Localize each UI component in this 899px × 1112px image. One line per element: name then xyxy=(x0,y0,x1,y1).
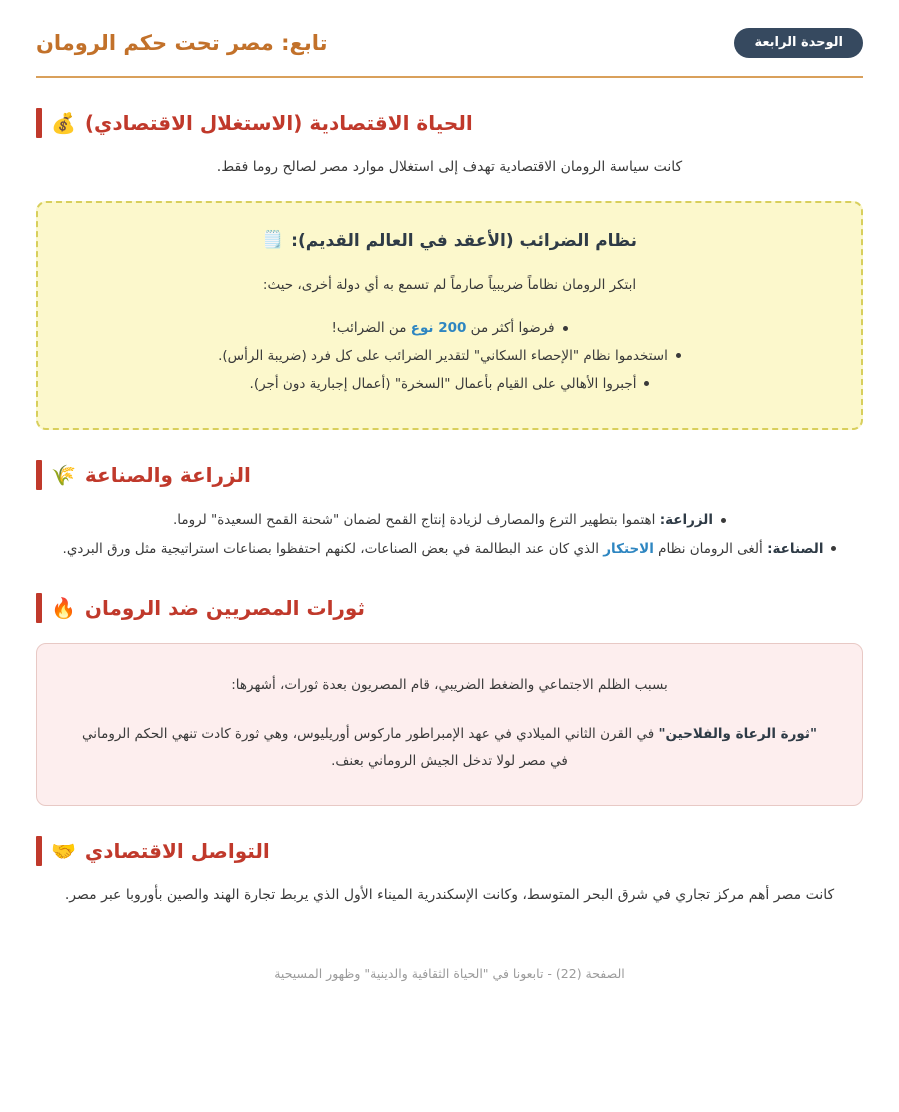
revolutions-lead: بسبب الظلم الاجتماعي والضغط الضريبي، قام المصريون بعدة ثورات، أشهرها: xyxy=(231,676,668,693)
section-accent-bar xyxy=(36,108,42,138)
economic-communication-paragraph: كانت مصر أهم مركز تجاري في شرق البحر المتوسط، وكانت الإسكندرية الميناء الأول الذي يربط تجارة الهند والصين بأوروبا عبر مصر. xyxy=(64,886,835,903)
tax-callout-lead: ابتكر الرومان نظاماً ضريبياً صارماً لم تسمع به أي دولة أخرى، حيث: xyxy=(262,276,637,293)
bullet-icon xyxy=(644,381,649,386)
list-item xyxy=(36,506,863,534)
item-text-post: من الضرائب! xyxy=(331,320,411,337)
section-economic-life xyxy=(36,108,863,430)
notepad-icon: 🗒️ xyxy=(262,230,284,251)
item-label: الزراعة: xyxy=(659,512,714,529)
wheat-icon: 🌾 xyxy=(51,463,76,488)
list-item xyxy=(72,315,827,343)
page-header xyxy=(0,0,899,70)
bullet-icon xyxy=(721,518,726,523)
section-accent-bar xyxy=(36,836,42,866)
item-text-pre: استخدموا نظام "الإحصاء السكاني" لتقدير الضرائب على كل فرد (ضريبة الرأس). xyxy=(218,347,668,364)
agriculture-industry-list xyxy=(36,506,863,563)
revolution-name: "ثورة الرعاة والفلاحين" xyxy=(658,725,817,742)
bullet-icon xyxy=(831,546,836,551)
tax-callout-title: نظام الضرائب (الأعقد في العالم القديم): xyxy=(291,230,637,251)
revolutions-callout xyxy=(36,643,863,806)
section-title-agriculture-industry: الزراعة والصناعة xyxy=(84,463,251,488)
header-divider xyxy=(36,76,863,78)
bullet-icon xyxy=(563,326,568,331)
section-accent-bar xyxy=(36,593,42,623)
section-title-economic-communication: التواصل الاقتصادي xyxy=(84,838,270,863)
economic-life-paragraph: كانت سياسة الرومان الاقتصادية تهدف إلى استغلال موارد مصر لصالح روما فقط. xyxy=(216,159,683,176)
section-agriculture-industry xyxy=(36,460,863,563)
section-accent-bar xyxy=(36,460,42,490)
item-label: الصناعة: xyxy=(767,540,824,557)
item-text-pre: أجبروا الأهالي على القيام بأعمال "السخرة" (أعمال إجبارية دون أجر). xyxy=(249,375,637,392)
revolutions-body xyxy=(75,721,824,775)
page-footer: الصفحة (22) - تابعونا في "الحياة الثقافية والدينية" وظهور المسيحية xyxy=(274,966,625,982)
page-content xyxy=(0,108,899,908)
unit-badge: الوحدة الرابعة xyxy=(734,28,863,58)
fire-icon: 🔥 xyxy=(51,595,76,620)
item-text-highlight: الاحتكار xyxy=(603,540,654,557)
list-item xyxy=(36,535,863,563)
item-text-highlight: 200 نوع xyxy=(410,320,467,337)
revolution-description: في القرن الثاني الميلادي في عهد الإمبراطور ماركوس أوريليوس، وهي ثورة كادت تنهي الحكم الروماني في مصر لولا تدخل الجيش الروماني بعنف. xyxy=(81,725,659,769)
section-economic-communication xyxy=(36,836,863,909)
section-heading xyxy=(36,108,863,138)
money-bag-icon: 💰 xyxy=(51,111,76,136)
section-title-revolutions: ثورات المصريين ضد الرومان xyxy=(84,595,365,620)
tax-system-callout xyxy=(36,201,863,430)
handshake-icon: 🤝 xyxy=(51,838,76,863)
section-heading xyxy=(36,593,863,623)
item-text-post: الذي كان عند البطالمة في بعض الصناعات، لكنهم احتفظوا بصناعات استراتيجية مثل ورق البردي. xyxy=(62,540,604,557)
section-heading xyxy=(36,836,863,866)
list-item xyxy=(72,343,827,371)
page-title: تابع: مصر تحت حكم الرومان xyxy=(36,31,328,56)
section-heading xyxy=(36,460,863,490)
item-text-pre: فرضوا أكثر من xyxy=(466,320,555,337)
tax-callout-list xyxy=(72,315,827,398)
item-text-pre: ألغى الرومان نظام xyxy=(653,540,768,557)
item-text-pre: اهتموا بتطهير الترع والمصارف لزيادة إنتاج القمح لضمان "شحنة القمح السعيدة" لروما. xyxy=(172,512,660,529)
section-revolutions xyxy=(36,593,863,806)
bullet-icon xyxy=(676,353,681,358)
list-item xyxy=(72,371,827,399)
tax-callout-heading xyxy=(72,231,827,251)
section-title-economic-life: الحياة الاقتصادية (الاستغلال الاقتصادي) xyxy=(84,111,473,136)
